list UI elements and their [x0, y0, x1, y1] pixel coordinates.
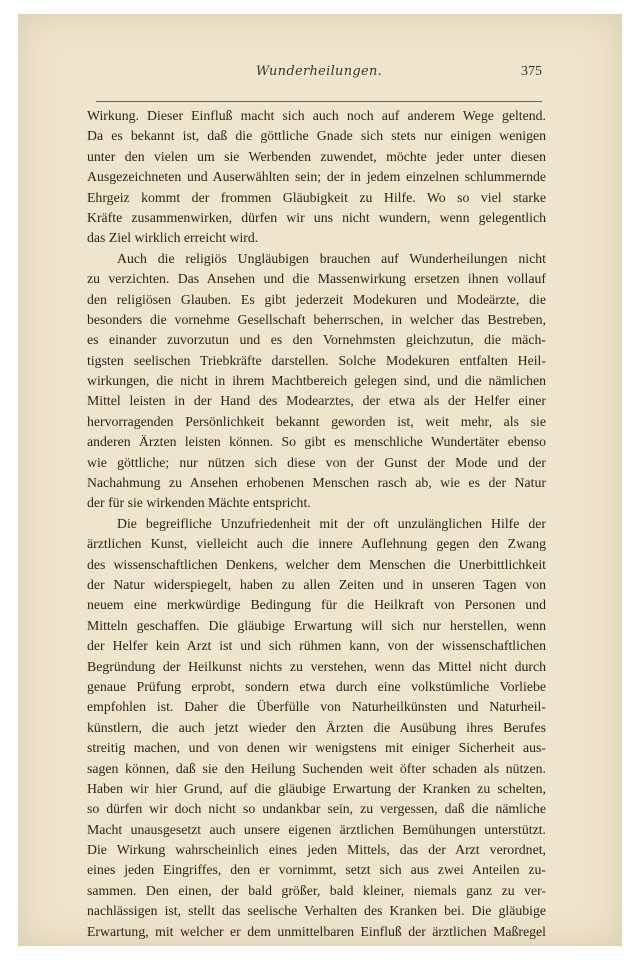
text-line: Ausgezeichneten und Auserwählten sein; der in jedem einzelnen schlummernde [87, 169, 546, 185]
text-line: des wissenschaftlichen Denkens, welcher dem Menschen die Unerbittlichkeit [87, 556, 546, 572]
text-line: sagen können, daß sie den Heilung Suchenden weit öfter schaden als nützen. [87, 760, 546, 776]
text-line: besonders die vornehme Gesellschaft beherrschen, in welcher das Bestreben, [87, 311, 546, 327]
text-line: empfohlen ist. Daher die Überfülle von Naturheilkünsten und Naturheil- [87, 699, 546, 715]
text-line: sammen. Den einen, der bald größer, bald kleiner, niemals ganz zu ver- [87, 882, 546, 898]
text-line: Begründung der Heilkunst nichts zu verstehen, wenn das Mittel nicht durch [87, 658, 546, 674]
text-line: zu verzichten. Das Ansehen und die Massenwirkung ersetzen ihnen vollauf [87, 271, 546, 287]
text-line: Wirkung. Dieser Einfluß macht sich auch noch auf anderem Wege geltend. [87, 108, 546, 123]
body-text [87, 106, 546, 942]
text-line: der für sie wirkenden Mächte entspricht. [87, 495, 311, 511]
text-line: das Ziel wirklich erreicht wird. [87, 230, 259, 246]
text-line: ärztlichen Kunst, vielleicht auch die innere Auflehnung gegen den Zwang [87, 536, 546, 552]
text-line: so dürfen wir doch nicht so undankbar sein, zu vergessen, daß die nämliche [87, 801, 546, 817]
text-line: genaue Prüfung erprobt, sondern etwa durch eine volkstümliche Vorliebe [87, 678, 546, 694]
text-line: tigsten seelischen Triebkräfte darstellen. Solche Modekuren entfalten Heil- [87, 352, 546, 368]
text-line: Mitteln geschaffen. Die gläubige Erwartung will sich nur herstellen, wenn [87, 617, 546, 633]
text-line: anderen Ärzten leisten können. So gibt es menschliche Wundertäter ebenso [87, 434, 546, 450]
text-line: den religiösen Glauben. Es gibt jederzeit Modekuren und Modeärzte, die [87, 291, 546, 307]
text-line: Da es bekannt ist, daß die göttliche Gnade sich stets nur einigen wenigen [87, 128, 546, 144]
text-line: wie göttliche; nur nützen sich diese von der Gunst der Mode und der [87, 454, 546, 470]
text-line: unter den vielen um sie Werbenden zuwendet, möchte jeder unter diesen [87, 148, 546, 164]
text-line: Macht unausgesetzt auch unsere eigenen ärztlichen Bemühungen unterstützt. [87, 821, 546, 837]
text-line: nachlässigen ist, stellt das seelische Verhalten des Kranken bei. Die gläubige [87, 903, 546, 919]
text-line: wirkungen, die nicht in ihrem Machtbereich gelegen sind, und die nämlichen [87, 373, 546, 389]
text-line: neuem eine merkwürdige Bedingung für die Heilkraft von Personen und [87, 597, 546, 613]
text-line: Nachahmung zu Ansehen erhobenen Menschen rasch ab, wie es der Natur [87, 475, 546, 491]
text-line: eines jeden Eingriffes, den er vornimmt, setzt sich aus zwei Anteilen zu- [87, 862, 546, 878]
text-line: Die Wirkung wahrscheinlich eines jeden Mittels, das der Arzt verordnet, [87, 842, 546, 858]
text-line: es einander zuvorzutun und es den Vornehmsten gleichzutun, die mäch- [87, 332, 546, 348]
text-line: der Natur widerspiegelt, haben zu allen Zeiten und in unseren Tagen von [87, 576, 546, 592]
text-line: streitig machen, und von denen wir wenigstens mit einiger Sicherheit aus- [87, 740, 546, 756]
text-line: Erwartung, mit welcher er dem unmittelbaren Einfluß der ärztlichen Maßregel [87, 923, 546, 939]
text-line: künstlern, die auch jetzt wieder den Ärzten die Ausübung ihres Berufes [87, 719, 546, 735]
text-line: Mittel leisten in der Hand des Modearztes, der etwa als der Helfer einer [87, 393, 546, 409]
running-title: Wunderheilungen. [255, 64, 383, 79]
header-rule [96, 101, 542, 102]
text-line: Haben wir hier Grund, auf die gläubige Erwartung der Kranken zu schelten, [87, 780, 546, 796]
text-line: Die begreifliche Unzufriedenheit mit der oft unzulänglichen Hilfe der [117, 515, 546, 531]
text-line: Auch die religiös Ungläubigen brauchen auf Wunderheilungen nicht [117, 250, 546, 266]
text-line: Ehrgeiz kommt der frommen Gläubigkeit zu Hilfe. Wo so viel starke [87, 189, 546, 205]
text-line: Kräfte zusammenwirken, dürfen wir uns nicht wundern, wenn gelegentlich [87, 209, 546, 225]
page-number: 375 [521, 64, 542, 79]
text-line: der Helfer kein Arzt ist und sich rühmen kann, von der wissenschaftlichen [87, 638, 546, 654]
page-header [96, 64, 542, 88]
text-line: hervorragenden Persönlichkeit bekannt geworden ist, weit mehr, als sie [87, 413, 546, 429]
